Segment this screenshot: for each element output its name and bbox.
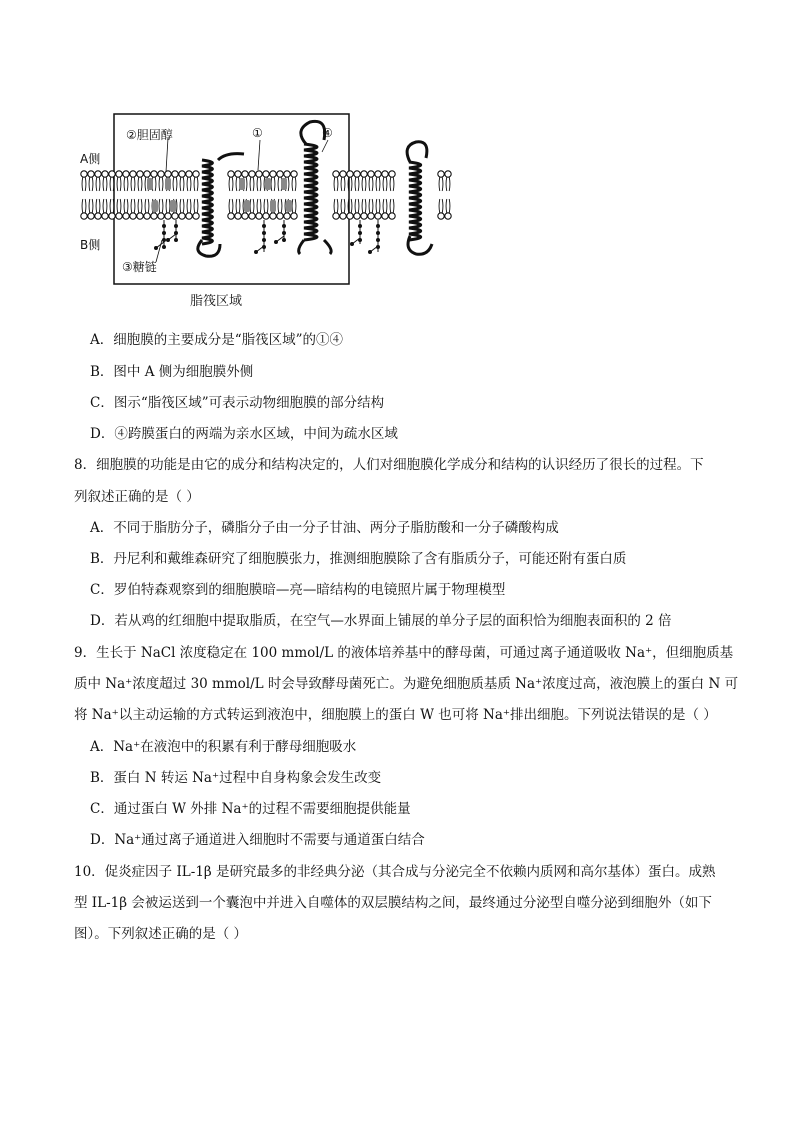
q9-option-a: A．Na⁺在液泡中的积累有利于酵母细胞吸水 bbox=[90, 739, 357, 755]
phospholipid-bilayer bbox=[81, 171, 451, 219]
q7-option-c: C．图示“脂筏区域”可表示动物细胞膜的部分结构 bbox=[90, 395, 385, 411]
q7-option-b: B．图中 A 侧为细胞膜外侧 bbox=[90, 364, 254, 380]
membrane-figure bbox=[78, 112, 458, 312]
q8-option-b: B．丹尼利和戴维森研究了细胞膜张力，推测细胞膜除了含有脂质分子，可能还附有蛋白质 bbox=[90, 551, 627, 567]
label-4: ④ bbox=[322, 126, 333, 140]
q9-stem-line1: 9．生长于 NaCl 浓度稳定在 100 mmol/L 的液体培养基中的酵母菌，可通过离子通道吸收 Na⁺，但细胞质基 bbox=[74, 645, 734, 661]
q10-stem-line1: 10．促炎症因子 IL-1β 是研究最多的非经典分泌（其合成与分泌完全不依赖内质网和高尔基体）蛋白。成熟 bbox=[74, 864, 716, 880]
q8-option-d: D．若从鸡的红细胞中提取脂质，在空气—水界面上铺展的单分子层的面积恰为细胞表面积的 2 倍 bbox=[90, 613, 672, 629]
q8-option-c: C．罗伯特森观察到的细胞膜暗—亮—暗结构的电镜照片属于物理模型 bbox=[90, 582, 506, 598]
q9-option-c: C．通过蛋白 W 外排 Na⁺的过程不需要细胞提供能量 bbox=[90, 801, 411, 817]
q9-option-d: D．Na⁺通过离子通道进入细胞时不需要与通道蛋白结合 bbox=[90, 832, 425, 848]
figure-caption: 脂筏区域 bbox=[190, 294, 243, 309]
q9-stem-line2: 质中 Na⁺浓度超过 30 mmol/L 时会导致酵母菌死亡。为避免细胞质基质 Na⁺浓度过高，液泡膜上的蛋白 N 可 bbox=[74, 676, 739, 692]
q7-option-a: A．细胞膜的主要成分是“脂筏区域”的①④ bbox=[90, 332, 344, 348]
q9-stem-line3: 将 Na⁺以主动运输的方式转运到液泡中，细胞膜上的蛋白 W 也可将 Na⁺排出细胞。下列说法错误的是（ ） bbox=[74, 707, 717, 723]
sugar-chain-label: ③糖链 bbox=[122, 260, 157, 274]
q9-option-b: B．蛋白 N 转运 Na⁺过程中自身构象会发生改变 bbox=[90, 770, 382, 786]
side-a-label: A侧 bbox=[80, 152, 101, 166]
q10-stem-line3: 图）。下列叙述正确的是（ ） bbox=[74, 926, 248, 942]
side-b-label: B侧 bbox=[80, 238, 101, 252]
q7-option-d: D．④跨膜蛋白的两端为亲水区域，中间为疏水区域 bbox=[90, 426, 398, 442]
q8-stem-line2: 列叙述正确的是（ ） bbox=[74, 489, 200, 505]
cholesterol-label: ②胆固醇 bbox=[126, 128, 173, 142]
label-1: ① bbox=[252, 126, 263, 140]
q8-option-a: A．不同于脂肪分子，磷脂分子由一分子甘油、两分子脂肪酸和一分子磷酸构成 bbox=[90, 520, 559, 536]
q8-stem-line1: 8．细胞膜的功能是由它的成分和结构决定的，人们对细胞膜化学成分和结构的认识经历了很长的过程。下 bbox=[74, 457, 704, 473]
q10-stem-line2: 型 IL-1β 会被运送到一个囊泡中并进入自噬体的双层膜结构之间，最终通过分泌型自噬分泌到细胞外（如下 bbox=[74, 895, 712, 911]
